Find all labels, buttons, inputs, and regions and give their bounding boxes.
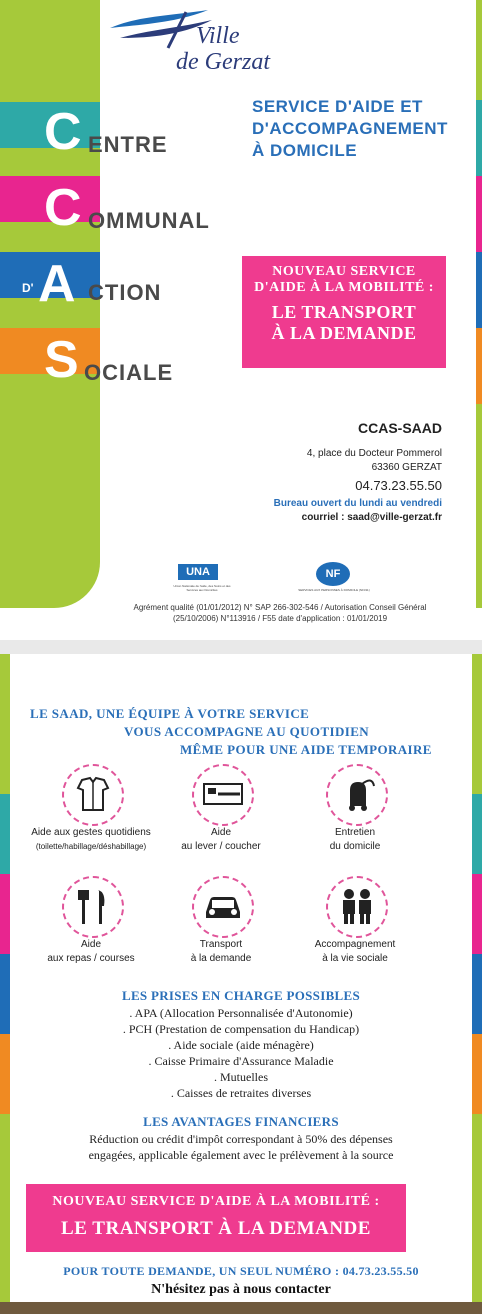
service-2-line1: Aide bbox=[210, 827, 231, 838]
una-mark: UNA bbox=[178, 564, 218, 580]
nf-mark: NF bbox=[316, 562, 350, 586]
service-caption-3 bbox=[270, 826, 440, 854]
mobility-promo-box bbox=[26, 1184, 406, 1252]
right-strip-green-bottom bbox=[476, 404, 482, 608]
right-strip-magenta bbox=[476, 176, 482, 252]
right-bar-teal bbox=[472, 794, 482, 874]
car-icon bbox=[192, 876, 254, 938]
right-strip-green bbox=[476, 0, 482, 100]
logo-line1: Ville bbox=[196, 23, 240, 49]
avantages-line2: engagées, applicable également avec le prélèvement à la source bbox=[88, 1148, 394, 1162]
right-strip-teal bbox=[476, 100, 482, 176]
logo-line2: de Gerzat bbox=[176, 49, 270, 75]
service-2-line2: au lever / coucher bbox=[181, 841, 261, 852]
contact-address1: 4, place du Docteur Pommerol bbox=[306, 448, 442, 459]
prise-3: . Aide sociale (aide ménagère) bbox=[168, 1038, 314, 1052]
una-caption: Union Nationale de l'aide, des Soins et des Services aux Domiciles bbox=[173, 584, 231, 592]
promo-line2: D'AIDE À LA MOBILITÉ : bbox=[254, 280, 434, 295]
prefix-d: D' bbox=[22, 281, 34, 295]
service-6-line2: à la vie sociale bbox=[322, 953, 388, 964]
service-5-line1: Transport bbox=[199, 939, 243, 950]
contact-address2: 63360 GERZAT bbox=[371, 462, 442, 473]
right-bar-green bbox=[472, 654, 482, 794]
mobility-line1: NOUVEAU SERVICE D'AIDE À LA MOBILITÉ : bbox=[52, 1194, 380, 1209]
word-entre: ENTRE bbox=[88, 132, 168, 157]
left-bar-green bbox=[0, 654, 10, 794]
contact-hours: Bureau ouvert du lundi au vendredi bbox=[273, 498, 442, 509]
right-strip-orange bbox=[476, 328, 482, 404]
service-title bbox=[252, 96, 448, 162]
service-line2: D'ACCOMPAGNEMENT bbox=[252, 119, 448, 138]
avantages-title: LES AVANTAGES FINANCIERS bbox=[143, 1114, 339, 1129]
service-4-line1: Aide bbox=[80, 939, 101, 950]
service-4-line2: aux repas / courses bbox=[47, 953, 135, 964]
agrement-line2: (25/10/2006) N°113916 / F55 date d'application : 01/01/2019 bbox=[172, 614, 388, 623]
title-line1: LE SAAD, UNE ÉQUIPE À VOTRE SERVICE bbox=[30, 706, 310, 721]
nf-caption: SERVICES AUX PERSONNES À DOMICILE (NF311) bbox=[298, 588, 370, 592]
word-ction: CTION bbox=[88, 280, 162, 305]
agrement-text bbox=[100, 602, 460, 624]
shirt-icon bbox=[62, 764, 124, 826]
agrement-line1: Agrément qualité (01/01/2012) N° SAP 266-302-546 / Autorisation Conseil Général bbox=[133, 603, 427, 612]
word-ommunal: OMMUNAL bbox=[88, 208, 210, 233]
letter-a: A bbox=[38, 255, 76, 313]
page-divider bbox=[0, 640, 482, 654]
prise-5: . Mutuelles bbox=[214, 1070, 268, 1084]
service-1-line2: (toilette/habillage/déshabillage) bbox=[35, 842, 147, 851]
service-1-line1: Aide aux gestes quotidiens bbox=[31, 827, 151, 838]
service-caption-6 bbox=[270, 938, 440, 966]
title-line2: VOUS ACCOMPAGNE AU QUOTIDIEN bbox=[124, 724, 370, 739]
promo-line1: NOUVEAU SERVICE bbox=[272, 264, 416, 279]
service-3-line1: Entretien bbox=[334, 827, 376, 838]
right-bar-magenta bbox=[472, 874, 482, 954]
service-line3: À DOMICILE bbox=[252, 141, 358, 160]
bed-icon bbox=[192, 764, 254, 826]
service-line1: SERVICE D'AIDE ET bbox=[252, 97, 423, 116]
avantages-line1: Réduction ou crédit d'impôt correspondant à 50% des dépenses bbox=[89, 1132, 393, 1146]
demande-line: POUR TOUTE DEMANDE, UN SEUL NUMÉRO : 04.73.23.55.50 bbox=[63, 1264, 419, 1278]
bottom-strip bbox=[0, 1302, 482, 1314]
letter-c2: C bbox=[44, 179, 82, 237]
brochure-back bbox=[0, 654, 482, 1314]
people-icon bbox=[326, 876, 388, 938]
contact-email[interactable]: courriel : saad@ville-gerzat.fr bbox=[301, 512, 442, 523]
promo-line3: LE TRANSPORT bbox=[271, 302, 417, 322]
promo-box bbox=[242, 256, 446, 368]
utensils-icon bbox=[62, 876, 124, 938]
contact-name: CCAS-SAAD bbox=[358, 420, 442, 436]
prise-1: . APA (Allocation Personnalisée d'Autonomie) bbox=[129, 1006, 353, 1020]
service-3-line2: du domicile bbox=[329, 841, 381, 852]
prise-2: . PCH (Prestation de compensation du Handicap) bbox=[122, 1022, 360, 1036]
right-strip-blue bbox=[476, 252, 482, 328]
prise-4: . Caisse Primaire d'Assurance Maladie bbox=[148, 1054, 334, 1068]
prises-title: LES PRISES EN CHARGE POSSIBLES bbox=[121, 988, 361, 1003]
title-line3: MÊME POUR UNE AIDE TEMPORAIRE bbox=[180, 742, 432, 757]
vacuum-icon bbox=[326, 764, 388, 826]
brochure-cover bbox=[0, 0, 482, 640]
letter-c1: C bbox=[44, 103, 82, 161]
prise-6: . Caisses de retraites diverses bbox=[170, 1086, 312, 1100]
contact-phone: 04.73.23.55.50 bbox=[355, 478, 442, 493]
contact-cta: N'hésitez pas à nous contacter bbox=[151, 1282, 331, 1297]
word-ociale: OCIALE bbox=[84, 360, 174, 385]
promo-line4: À LA DEMANDE bbox=[271, 323, 417, 343]
service-6-line1: Accompagnement bbox=[314, 939, 396, 950]
service-5-line2: à la demande bbox=[190, 953, 252, 964]
mobility-line2: LE TRANSPORT À LA DEMANDE bbox=[61, 1218, 371, 1239]
letter-s: S bbox=[44, 331, 79, 389]
